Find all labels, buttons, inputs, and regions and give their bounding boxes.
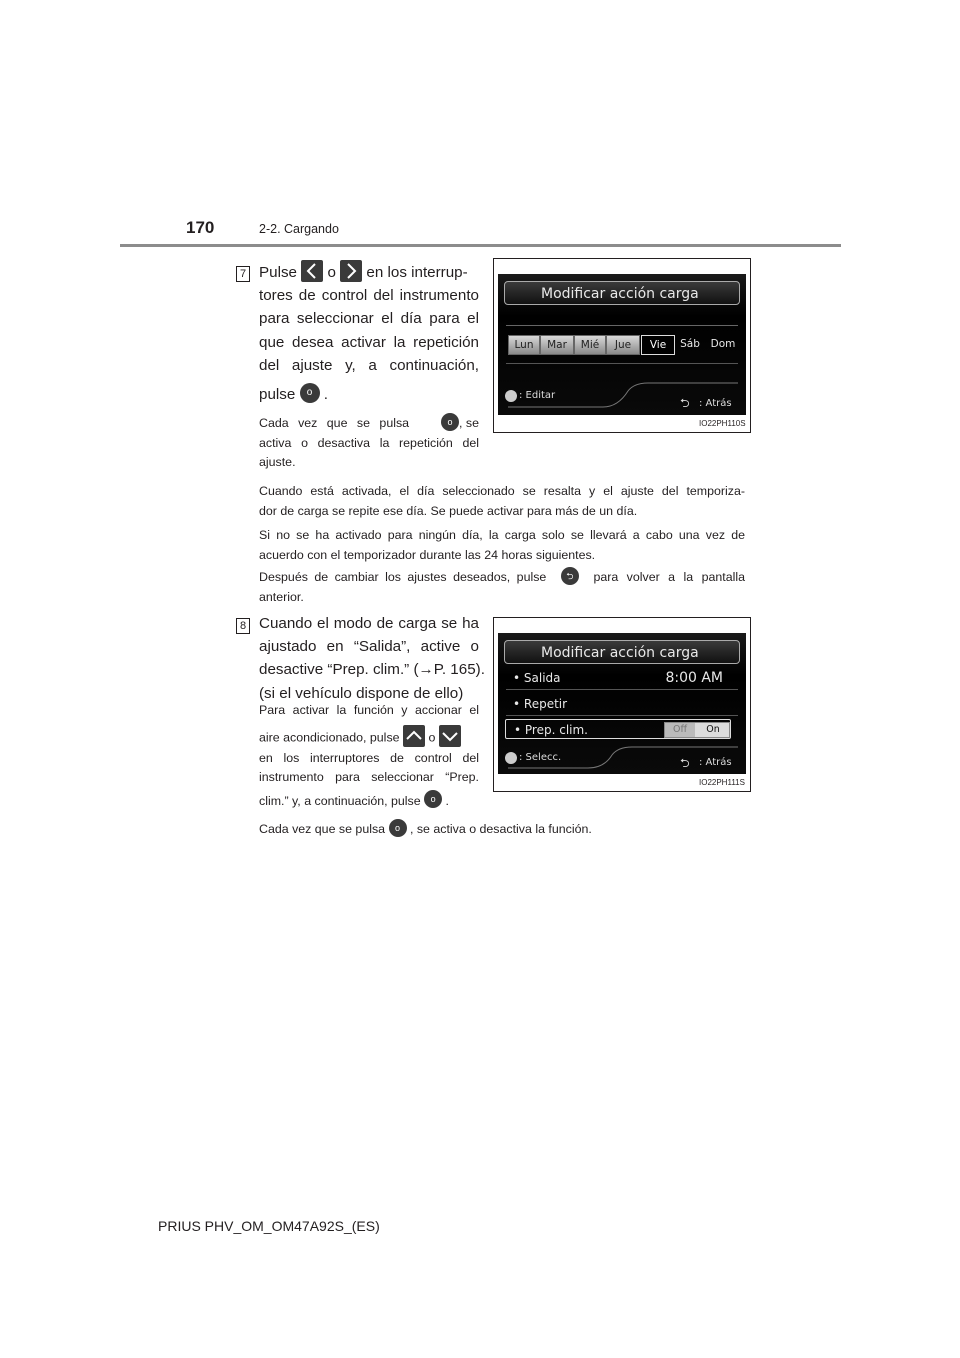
line2: tores de control del instrumento xyxy=(259,287,479,305)
line5: del ajuste y, a continuación, xyxy=(259,356,479,374)
select-button-icon: o xyxy=(389,819,407,837)
para2-l2: acuerdo con el temporizador durante las 24 horas siguientes. xyxy=(259,547,596,562)
note2: activa o desactiva la repetición del xyxy=(259,435,479,450)
screenshot-prep-clim xyxy=(493,617,751,792)
display-screen xyxy=(498,633,746,774)
note1-a: Cada vez que se pulsa xyxy=(259,416,410,430)
s8-line1: Cuando el modo de carga se ha xyxy=(259,615,479,632)
screenshot-day-selection xyxy=(493,258,751,433)
step-8-note xyxy=(259,701,479,811)
page-number: 170 xyxy=(186,218,215,237)
document-id: PRIUS PHV_OM_OM47A92S_(ES) xyxy=(158,1218,380,1234)
footer-atras: : Atrás xyxy=(699,757,732,768)
section-title: 2-2. Cargando xyxy=(259,222,339,236)
s8-line2: ajustado en “Salida”, active o xyxy=(259,638,479,656)
s8-note4: instrumento para seleccionar “Prep. xyxy=(259,770,479,784)
s8-note2-or: o xyxy=(428,729,436,744)
header-rule xyxy=(120,244,841,247)
footer-atras: : Atrás xyxy=(699,398,732,409)
divider xyxy=(506,325,738,326)
step-7-badge: 7 xyxy=(236,266,250,282)
note3: ajuste. xyxy=(259,455,296,469)
divider xyxy=(506,715,738,716)
salida-label: • Salida xyxy=(513,671,561,685)
para3-b: para volver a la pantalla xyxy=(593,570,745,584)
screen-title: Modificar acción carga xyxy=(504,281,740,305)
para1-l1: Cuando está activada, el día seleccionado se resalta y el ajuste del temporiza- xyxy=(259,484,745,498)
para3-a: Después de cambiar los ajustes deseados, pulse xyxy=(259,570,547,584)
footer-editar: : Editar xyxy=(519,390,556,401)
line6-end: . xyxy=(323,386,329,404)
step-7-paragraph-3 xyxy=(259,568,745,607)
line1-rest: en los interrup- xyxy=(366,264,468,281)
line4: que desea activar la repetición xyxy=(259,333,479,351)
day-sab[interactable]: Sáb xyxy=(680,338,700,350)
salida-time: 8:00 AM xyxy=(665,670,723,686)
s8-note5-end: . xyxy=(445,793,449,808)
divider xyxy=(506,363,738,364)
day-mar[interactable]: Mar xyxy=(540,335,574,355)
note1-b: , se xyxy=(459,416,479,430)
step-8-last-line xyxy=(259,820,745,840)
s8-note5-a: clim.” y, a continuación, pulse xyxy=(259,793,421,808)
menu-row-prep-clim[interactable] xyxy=(505,719,731,739)
or-label: o xyxy=(327,264,336,281)
last-a: Cada vez que se pulsa xyxy=(259,822,386,836)
para1-l2: dor de carga se repite ese día. Se puede activar para más de un día. xyxy=(259,503,638,518)
toggle-on[interactable]: On xyxy=(706,724,720,735)
step-8-text xyxy=(259,612,485,705)
day-lun[interactable]: Lun xyxy=(508,335,540,355)
menu-row-salida[interactable] xyxy=(505,668,731,688)
s8-note1: Para activar la función y accionar el xyxy=(259,703,479,717)
back-button-icon: ⮌ xyxy=(561,567,579,585)
para3-l2: anterior. xyxy=(259,589,304,604)
chevron-down-icon xyxy=(439,725,461,747)
menu-row-repetir[interactable]: • Repetir xyxy=(513,697,568,711)
divider xyxy=(506,689,738,690)
prep-clim-label: • Prep. clim. xyxy=(514,723,588,737)
select-button-icon: o xyxy=(300,383,320,403)
s8-note3: en los interruptores de control del xyxy=(259,750,479,765)
toggle-off[interactable]: Off xyxy=(665,723,695,737)
chevron-left-icon xyxy=(301,260,323,282)
back-icon: ⮌ xyxy=(680,396,690,410)
step-8-badge: 8 xyxy=(236,618,250,634)
step-7-text xyxy=(259,261,479,406)
s8-line4: (si el vehículo dispone de ello) xyxy=(259,684,464,702)
day-dom[interactable]: Dom xyxy=(710,338,736,350)
para2-l1: Si no se ha activado para ningún día, la carga solo se llevará a cabo una vez de xyxy=(259,528,745,542)
footer-selecc: : Selecc. xyxy=(519,752,562,763)
step-7-paragraph-2 xyxy=(259,526,745,565)
day-vie[interactable]: Vie xyxy=(641,335,675,355)
day-mie[interactable]: Mié xyxy=(574,335,606,355)
pulse-label: Pulse xyxy=(259,264,297,281)
screen-title: Modificar acción carga xyxy=(504,640,740,664)
select-button-icon: o xyxy=(441,413,459,431)
figure-caption: IO22PH111S xyxy=(699,778,745,787)
s8-line3: desactive “Prep. clim.” (→P. 165). xyxy=(259,661,485,679)
back-icon: ⮌ xyxy=(680,756,690,770)
chevron-right-icon xyxy=(340,260,362,282)
step-7-paragraph-1 xyxy=(259,482,745,521)
select-button-icon: o xyxy=(424,790,442,808)
last-b: , se activa o desactiva la función. xyxy=(409,822,592,836)
display-screen xyxy=(498,274,746,415)
chevron-up-icon xyxy=(403,725,425,747)
day-jue[interactable]: Jue xyxy=(606,335,640,355)
toggle-switch[interactable] xyxy=(664,722,730,738)
step-7-note xyxy=(259,414,479,473)
s8-note2-a: aire acondicionado, pulse xyxy=(259,729,400,744)
line3: para seleccionar el día para el xyxy=(259,310,479,328)
figure-caption: IO22PH110S xyxy=(699,419,746,428)
line6-pulse: pulse xyxy=(259,386,296,404)
